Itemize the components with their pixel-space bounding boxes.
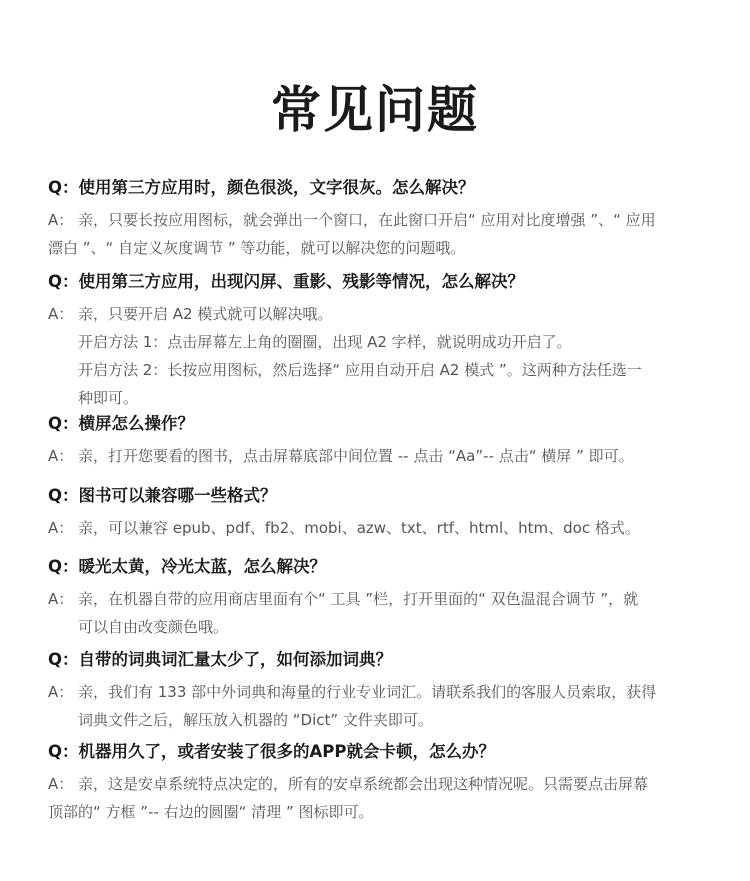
faq-item <box>48 484 708 542</box>
faq-question <box>48 648 708 672</box>
answer-line: 顶部的“ 方框 ”-- 右边的圆圈“ 清理 ” 图标即可。 <box>48 803 374 821</box>
answer-line: 亲，在机器自带的应用商店里面有个“ 工具 ”栏，打开里面的“ 双色温混合调节 ”，就 <box>78 590 639 608</box>
faq-item <box>48 412 708 470</box>
faq-answer <box>48 206 708 262</box>
question-prefix: Q： <box>48 557 79 576</box>
question-text: 图书可以兼容哪一些格式？ <box>78 486 277 505</box>
answer-line: 亲，这是安卓系统特点决定的，所有的安卓系统都会出现这种情况呢。只需要点击屏幕 <box>78 775 649 793</box>
question-prefix: Q： <box>48 272 79 291</box>
faq-answer <box>48 514 708 542</box>
question-text: 自带的词典词汇量太少了，如何添加词典？ <box>78 650 393 669</box>
answer-line: 亲，只要长按应用图标，就会弹出一个窗口，在此窗口开启“ 应用对比度增强 ”、“ 应用 <box>78 211 656 229</box>
faq-question <box>48 270 708 294</box>
question-text: 使用第三方应用，出现闪屏、重影、残影等情况，怎么解决？ <box>78 272 525 291</box>
question-text: 暖光太黄，冷光太蓝，怎么解决？ <box>78 557 327 576</box>
answer-line: 亲，可以兼容 epub、pdf、fb2、mobi、azw、txt、rtf、html、htm、doc 格式。 <box>78 519 640 537</box>
question-prefix: Q： <box>48 414 79 433</box>
faq-item <box>48 648 708 734</box>
answer-prefix: A： <box>48 211 74 229</box>
faq-question <box>48 740 708 764</box>
faq-question <box>48 484 708 508</box>
question-text: 机器用久了，或者安装了很多的APP就会卡顿，怎么办？ <box>78 742 495 761</box>
faq-item <box>48 176 708 262</box>
question-text: 横屏怎么操作？ <box>78 414 195 433</box>
answer-line: 词典文件之后，解压放入机器的 “Dict” 文件夹即可。 <box>78 711 433 729</box>
answer-line: 开启方法 2：长按应用图标，然后选择“ 应用自动开启 A2 模式 ”。这两种方法任选一 <box>78 361 642 379</box>
answer-prefix: A： <box>48 447 74 465</box>
faq-item <box>48 270 708 412</box>
question-prefix: Q： <box>48 650 79 669</box>
faq-question <box>48 555 708 579</box>
faq-question <box>48 176 708 200</box>
answer-prefix: A： <box>48 775 74 793</box>
answer-line: 漂白 ”、“ 自定义灰度调节 ” 等功能，就可以解决您的问题哦。 <box>48 239 466 257</box>
answer-prefix: A： <box>48 519 74 537</box>
answer-prefix: A： <box>48 305 74 323</box>
question-prefix: Q： <box>48 742 79 761</box>
answer-prefix: A： <box>48 683 74 701</box>
answer-line: 种即可。 <box>78 389 139 407</box>
question-prefix: Q： <box>48 486 79 505</box>
question-text: 使用第三方应用时，颜色很淡，文字很灰。怎么解决？ <box>78 178 475 197</box>
faq-answer <box>48 442 708 470</box>
faq-answer <box>48 678 708 734</box>
faq-item <box>48 555 708 641</box>
faq-question <box>48 412 708 436</box>
faq-answer <box>48 300 708 412</box>
faq-answer <box>48 585 708 641</box>
page-title: 常见问题 <box>271 81 479 139</box>
answer-line: 亲，打开您要看的图书，点击屏幕底部中间位置 -- 点击 “Aa”-- 点击“ 横屏 ” 即可。 <box>78 447 634 465</box>
question-prefix: Q： <box>48 178 79 197</box>
answer-prefix: A： <box>48 590 74 608</box>
answer-line: 可以自由改变颜色哦。 <box>78 618 229 636</box>
answer-line: 亲，我们有 133 部中外词典和海量的行业专业词汇。请联系我们的客服人员索取，获得 <box>78 683 657 701</box>
answer-line: 开启方法 1：点击屏幕左上角的圈圈，出现 A2 字样，就说明成功开启了。 <box>78 333 572 351</box>
faq-item <box>48 740 708 826</box>
answer-line: 亲，只要开启 A2 模式就可以解决哦。 <box>78 305 333 323</box>
faq-answer <box>48 770 708 826</box>
